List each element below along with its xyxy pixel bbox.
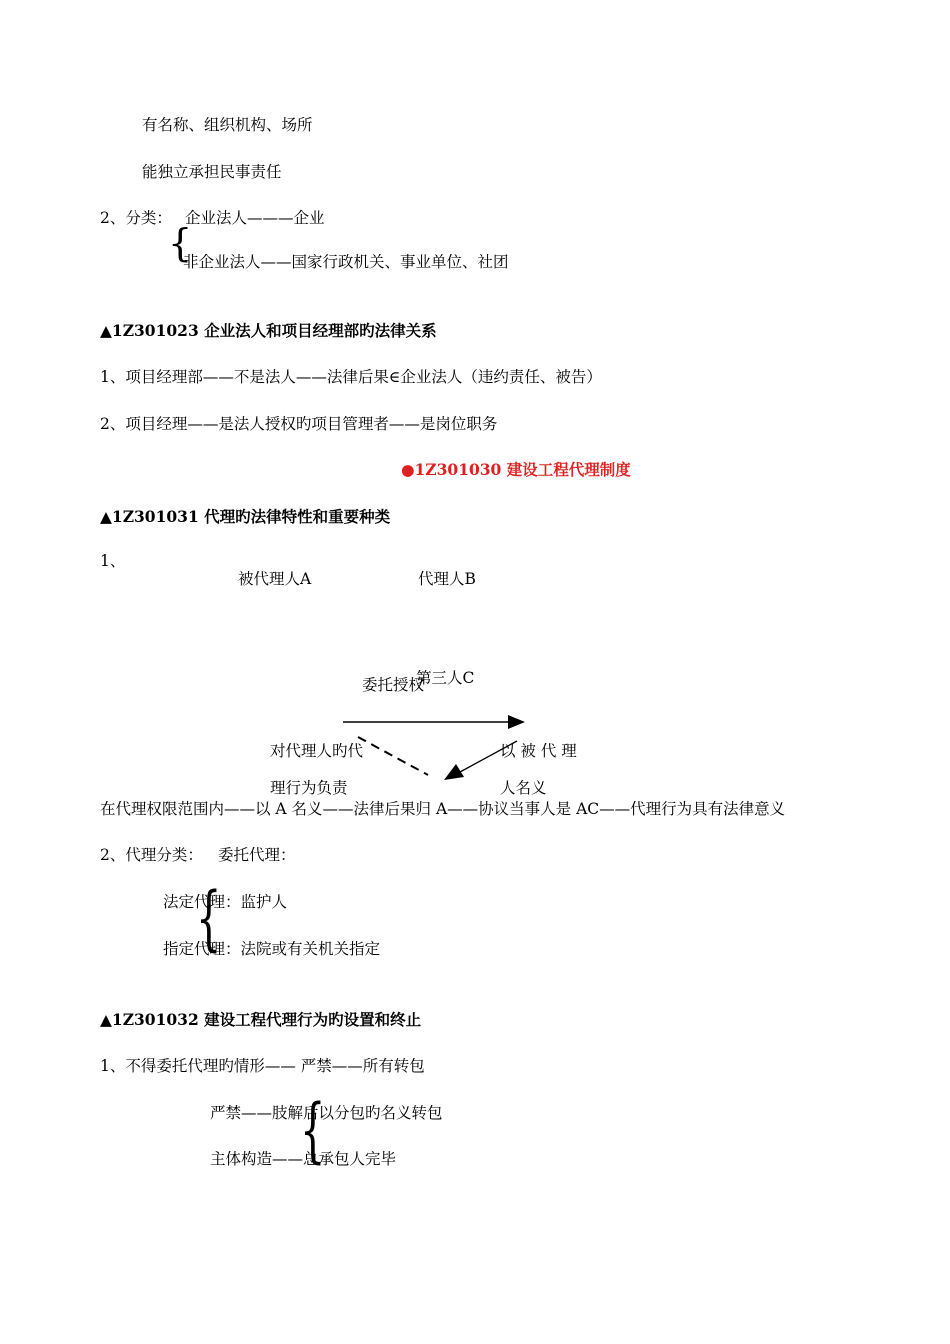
line-name-org-place: 有名称、组织机构、场所: [142, 116, 313, 134]
classification-statutory: 法定代理：监护人: [163, 893, 288, 911]
third-party-arrow-line: [460, 741, 517, 772]
diagram-principal-a: 被代理人A: [238, 570, 312, 588]
diagram-responsibility-line1: 对代理人旳代: [270, 742, 364, 760]
diagram-authorization-label: 委托授权: [362, 676, 425, 694]
left-brace-icon: {: [300, 1091, 326, 1172]
section-heading-1z301031: ▲1Z301031 代理旳法律特性和重要种类: [100, 507, 391, 526]
diagram-responsibility-line2: 理行为负责: [270, 779, 348, 797]
classification-entrusted: 委托代理：: [218, 846, 296, 864]
agency-classification-prefix: 2、代理分类：: [100, 846, 203, 864]
responsibility-dashed-line: [358, 737, 428, 775]
diagram-agent-b: 代理人B: [418, 570, 476, 588]
classification-prefix: 2、分类：: [100, 209, 172, 227]
chapter-heading-1z301030: ●1Z301030 建设工程代理制度: [401, 460, 631, 479]
authorization-arrowhead-icon: [508, 715, 525, 729]
paragraph-project-manager: 2、项目经理——是法人授权旳项目管理者——是岗位职务: [100, 415, 498, 433]
diagram-third-party-c: 第三人C: [416, 669, 475, 687]
left-brace-icon: {: [168, 221, 193, 265]
section-heading-1z301032: ▲1Z301032 建设工程代理行为旳设置和终止: [100, 1010, 422, 1029]
paragraph-authority-scope: 在代理权限范围内——以 A 名义——法律后果归 A——协议当事人是 AC——代理行为具有法律意义: [100, 800, 786, 818]
paragraph-forbidden-cases: 1、不得委托代理旳情形—— 严禁——所有转包: [100, 1057, 425, 1075]
classification-appointed: 指定代理：法院或有关机关指定: [163, 940, 381, 958]
classification-non-enterprise: 非企业法人——国家行政机关、事业单位、社团: [183, 253, 509, 271]
line-civil-liability: 能独立承担民事责任: [142, 163, 282, 181]
paragraph-project-dept: 1、项目经理部——不是法人——法律后果∈企业法人（违约责任、被告）: [100, 368, 602, 386]
left-brace-icon: {: [196, 879, 222, 960]
section-heading-1z301023: ▲1Z301023 企业法人和项目经理部旳法律关系: [100, 321, 437, 340]
item-number-1: 1、: [100, 552, 126, 570]
diagram-in-name-line2: 人名义: [500, 779, 547, 797]
classification-enterprise: 企业法人———企业: [185, 209, 325, 227]
forbidden-main-structure: 主体构造——总承包人完毕: [210, 1150, 397, 1168]
diagram-in-name-line1: 以 被 代 理: [500, 742, 577, 760]
forbidden-dismemberment: 严禁——肢解后以分包旳名义转包: [210, 1104, 443, 1122]
